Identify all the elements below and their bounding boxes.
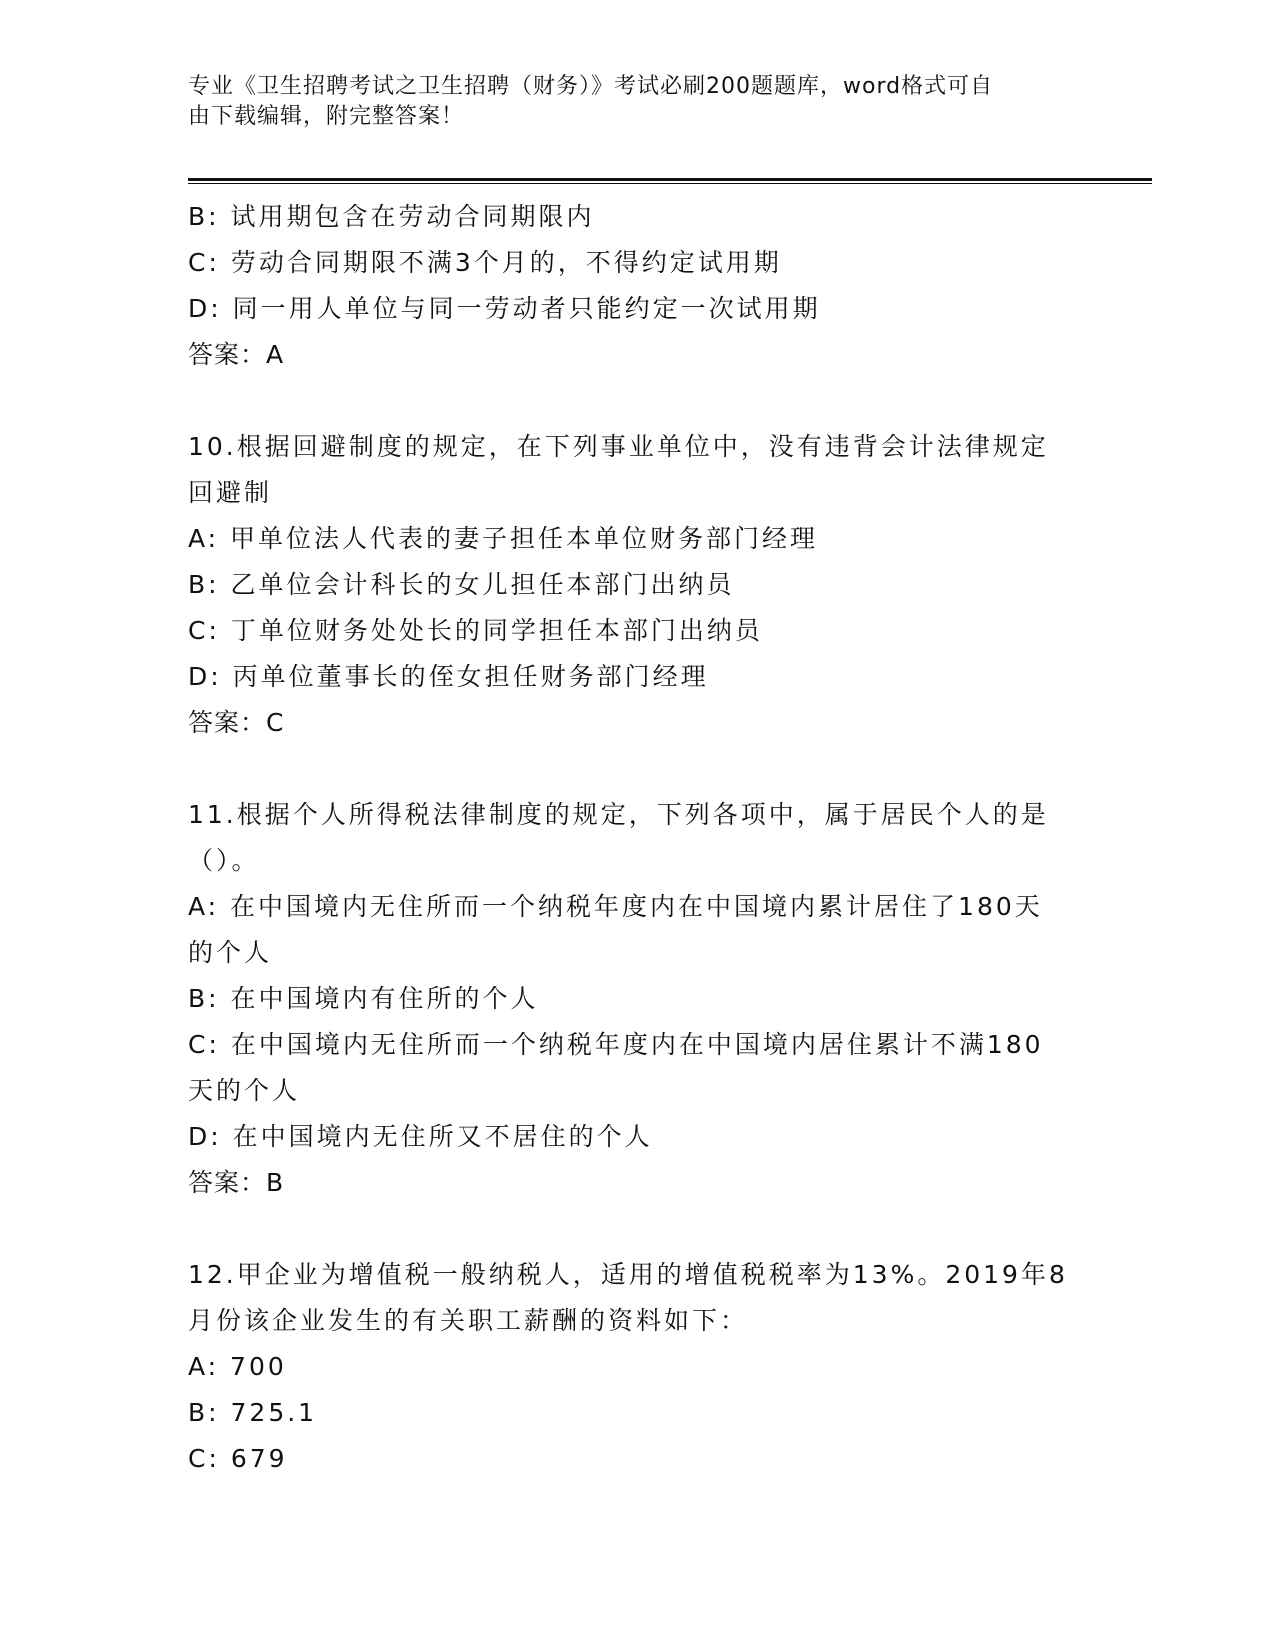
option-d: D: 丙单位董事长的侄女担任财务部门经理 — [188, 662, 709, 691]
option-a: A: 700 — [188, 1352, 287, 1381]
question-stem: 10.根据回避制度的规定，在下列事业单位中，没有违背会计法律规定 — [188, 432, 1049, 461]
option-d: D: 在中国境内无住所又不居住的个人 — [188, 1122, 653, 1151]
page-header — [188, 72, 1068, 132]
question-9-tail — [188, 194, 1088, 378]
question-stem: 12.甲企业为增值税一般纳税人，适用的增值税税率为13%。2019年8 — [188, 1260, 1068, 1289]
option-b: B: 725.1 — [188, 1398, 318, 1427]
question-12 — [188, 1252, 1088, 1482]
header-line-2: 由下载编辑，附完整答案！ — [188, 104, 465, 129]
document-body — [188, 194, 1088, 1482]
question-stem-cont: 回避制 — [188, 478, 273, 507]
option-b: B: 在中国境内有住所的个人 — [188, 984, 539, 1013]
header-divider — [188, 178, 1152, 181]
question-11 — [188, 792, 1088, 1206]
answer: 答案：C — [188, 708, 285, 737]
option-c: C: 679 — [188, 1444, 288, 1473]
option-a: A: 在中国境内无住所而一个纳税年度内在中国境内累计居住了180天 — [188, 892, 1043, 921]
answer: 答案：A — [188, 340, 285, 369]
option-c: C: 劳动合同期限不满3个月的，不得约定试用期 — [188, 248, 782, 277]
header-line-1: 专业《卫生招聘考试之卫生招聘（财务）》考试必刷200题题库，word格式可自 — [188, 74, 994, 99]
question-stem-cont: 月份该企业发生的有关职工薪酬的资料如下： — [188, 1306, 749, 1335]
option-b: B: 试用期包含在劳动合同期限内 — [188, 202, 595, 231]
header-divider-thin — [188, 183, 1152, 184]
question-stem: 11.根据个人所得税法律制度的规定，下列各项中，属于居民个人的是 — [188, 800, 1049, 829]
answer: 答案：B — [188, 1168, 285, 1197]
question-stem-cont: （）。 — [188, 846, 260, 875]
option-a-cont: 的个人 — [188, 938, 273, 967]
option-c-cont: 天的个人 — [188, 1076, 301, 1105]
option-b: B: 乙单位会计科长的女儿担任本部门出纳员 — [188, 570, 735, 599]
option-c: C: 在中国境内无住所而一个纳税年度内在中国境内居住累计不满180 — [188, 1030, 1044, 1059]
option-d: D: 同一用人单位与同一劳动者只能约定一次试用期 — [188, 294, 821, 323]
question-10 — [188, 424, 1088, 746]
option-a: A: 甲单位法人代表的妻子担任本单位财务部门经理 — [188, 524, 819, 553]
option-c: C: 丁单位财务处处长的同学担任本部门出纳员 — [188, 616, 763, 645]
